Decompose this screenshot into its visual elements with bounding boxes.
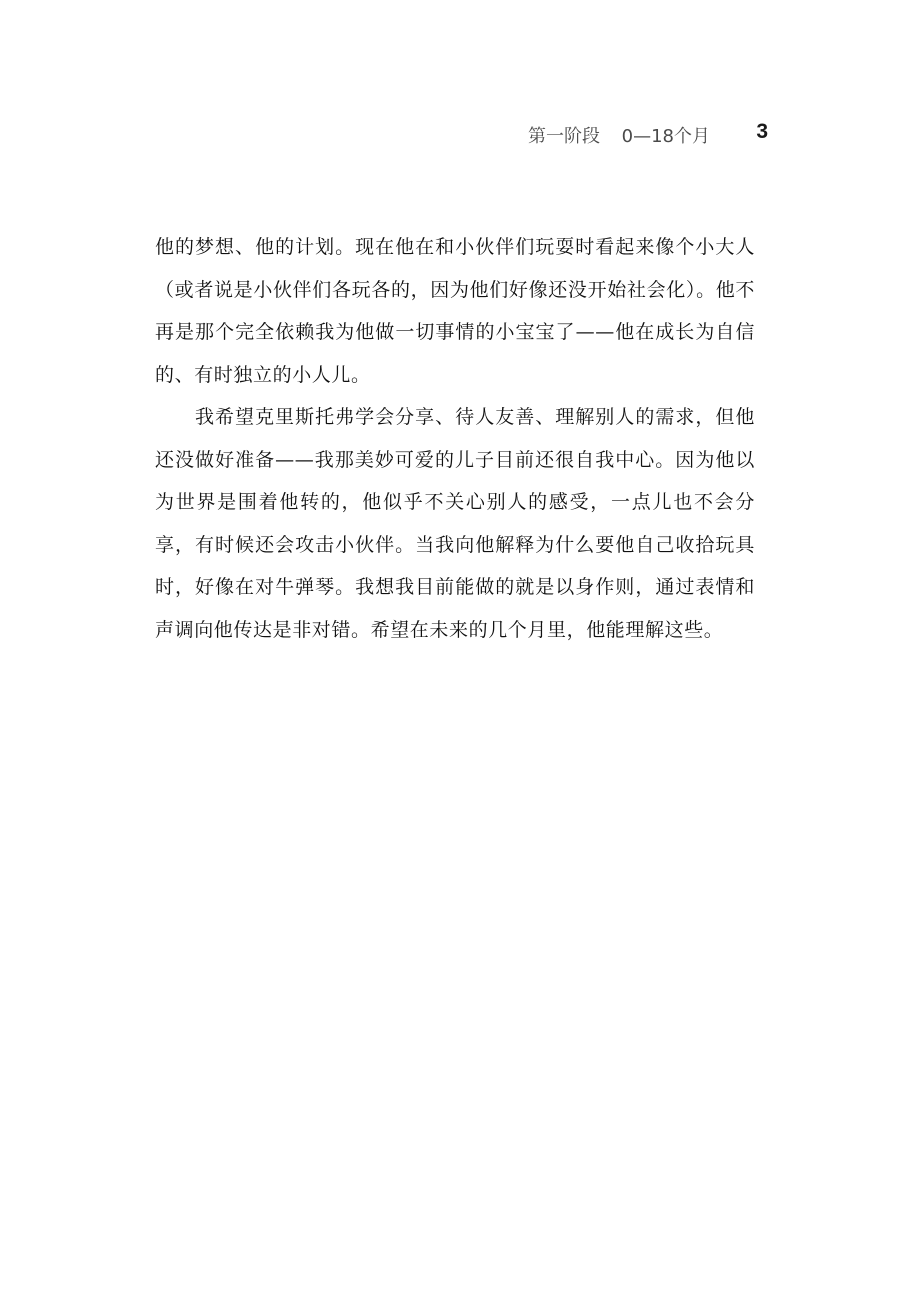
- paragraph: 我希望克里斯托弗学会分享、待人友善、理解别人的需求，但他还没做好准备——我那美妙可爱的儿子目前还很自我中心。因为他以为世界是围着他转的，他似乎不关心别人的感受，一点儿也不会分享，有时候还会攻击小伙伴。当我向他解释为什么要他自己收拾玩具时，好像在对牛弹琴。我想我目前能做的就是以身作则，通过表情和声调向他传达是非对错。希望在未来的几个月里，他能理解这些。: [155, 406, 755, 641]
- paragraph: 他的梦想、他的计划。现在他在和小伙伴们玩耍时看起来像个小大人（或者说是小伙伴们各玩各的，因为他们好像还没开始社会化）。他不再是那个完全依赖我为他做一切事情的小宝宝了——他在成长为自信的、有时独立的小人儿。: [155, 236, 755, 386]
- body-text: [155, 226, 755, 651]
- running-header: [0, 120, 900, 152]
- page-number: 3: [756, 120, 768, 143]
- header-age-range: 0—18个月: [621, 126, 710, 147]
- header-chapter-title: 第一阶段: [528, 126, 600, 147]
